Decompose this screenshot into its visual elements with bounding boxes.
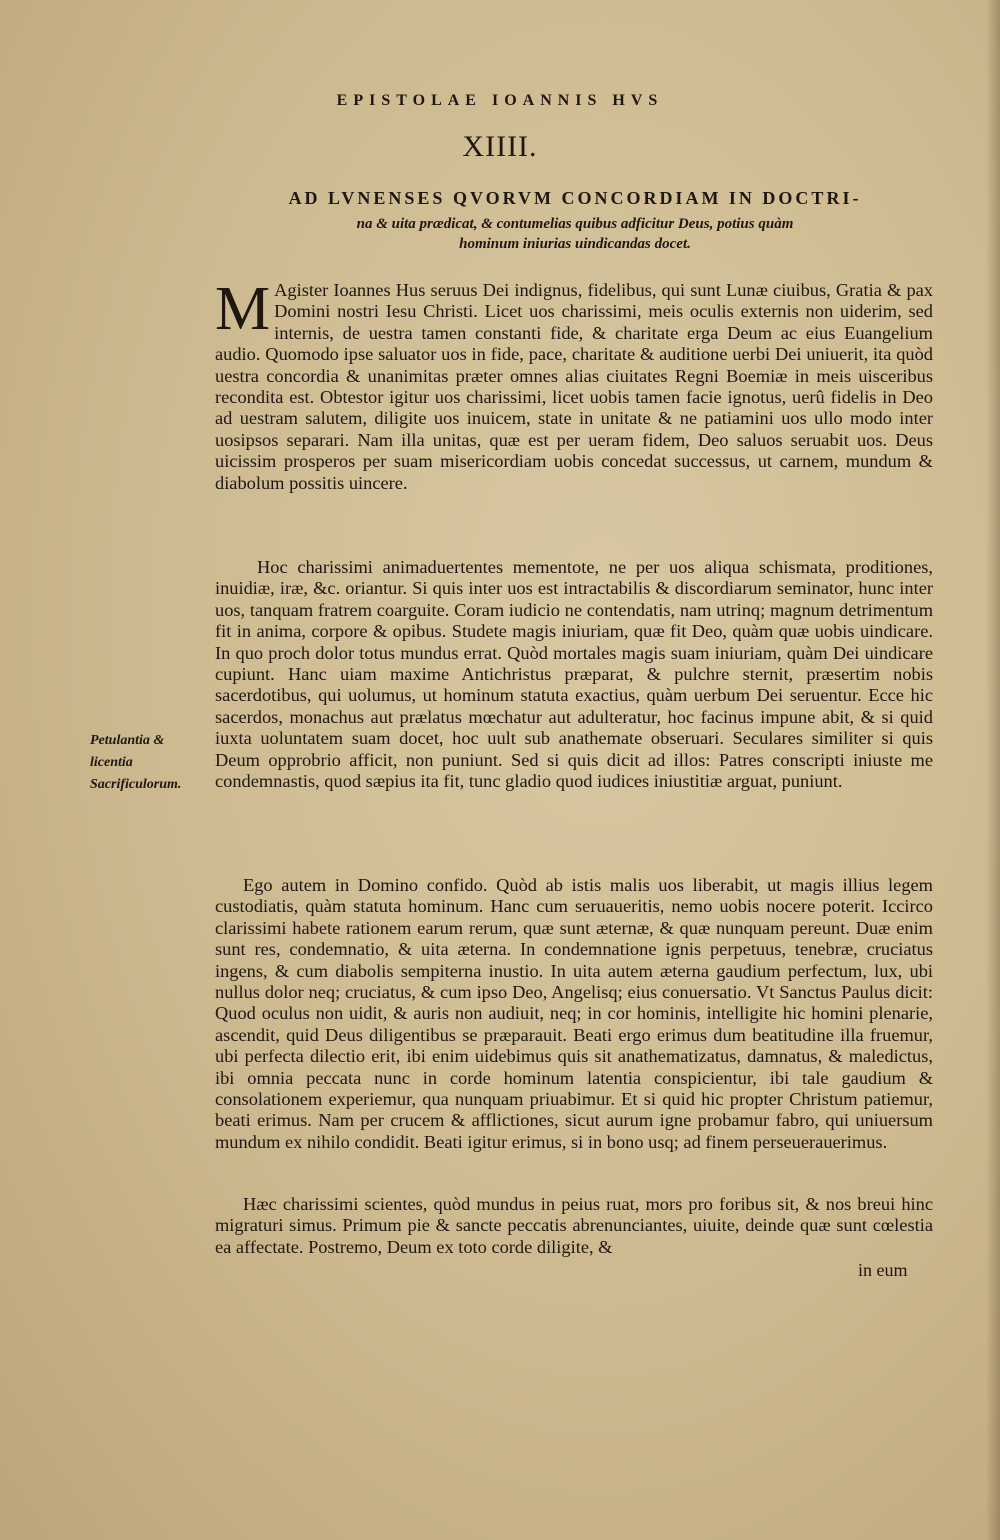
letter-heading: AD LVNENSES QVORVM CONCORDIAM IN DOCTRI- xyxy=(288,188,862,208)
page-edge-shadow xyxy=(986,0,1000,1540)
subheading-line-1: na & uita prædicat, & contumelias quibus adficitur Deus, potius quàm xyxy=(356,216,794,232)
paragraph-3-text: Ego autem in Domino confido. Quòd ab istis malis uos liberabit, ut magis illius legem custodiatis, quàm statuta hominum. Hanc cum seruaueritis, nemo uobis nocere poterit. Iccirco clarissimi habete rationem earum rerum, quæ sunt æternæ, & quæ nunquam pereunt. Duæ enim sunt res, condemnatio, & uita æterna. In condemnatione ignis perpetuus, tenebræ, cruciatus ingens, & cum diabolis sempiterna inustio. In uita autem æterna gaudium perfectum, lux, ubi nullus dolor neq; cruciatus, & cum ipso Deo, Angelisq; eius conuersatio. Vt Sanctus Paulus dicit: Quod oculus non uidit, & auris non audiuit, neq; in cor hominis, intelligite hic homini plenarie, ascendit, quid Deus diligentibus se præparauit. Beati ergo erimus dum beatitudine illa fruemur, ubi perfecta dilectio erit, ibi enim uidebimus quis sit anathematizatus, damnatus, & maledictus, ibi omnia peccata nunc in corde hominum latentia conspicientur, ibi tale gaudium & consolationem experiemur, qua nunquam priuabimur. Et si quid hic propter Christum patiemur, beati erimus. Nam per crucem & afflictiones, sicut aurum igne probamur fabro, qui uniuersum mundum ex nihilo condidit. Beati igitur erimus, si in bono usq; ad finem perseuerauerimus. xyxy=(215,875,933,1152)
drop-cap: M xyxy=(215,275,271,343)
paragraph-3 xyxy=(215,875,933,1153)
paragraph-2 xyxy=(215,557,933,792)
paragraph-2-text: Hoc charissimi animaduertentes mementote, ne per uos aliqua schismata, proditiones, inuidiæ, iræ, &c. oriantur. Si quis inter uos est intractabilis & discordiarum seminator, hunc inter uos, tanquam fratrem coarguite. Coram iudicio ne contendatis, nam utrinq; magnum detrimentum fit in anima, corpore & opibus. Studete magis iniuriam, quæ fit Deo, quàm quæ uobis uindicare. In quo proch dolor totus mundus errat. Quòd mortales magis suam iniuriam, quàm Dei uindicare cupiunt. Hanc uiam maxime Antichristus præparat, & pulchre sternit, præsertim nobis sacerdotibus, qui uolumus, ut hominum statuta exactius, quàm uerbum Dei seruentur. Ecce hic sacerdos, monachus aut prælatus mœchatur aut adulteratur, hoc facinus impune abit, & si quid iuxta uoluntatem suam docet, hoc uult sub anathemate obseruari. Seculares similiter si quis Deum opprobrio afficit, non puniunt. Sed si quis dicit ad illos: Patres conscripti iniuste me condemnastis, quod sæpius ita fit, tunc gladio quod iudices iniustitiæ arguat, puniunt. xyxy=(215,557,933,792)
paragraph-4 xyxy=(215,1194,933,1258)
running-head: EPISTOLAE IOANNIS HVS xyxy=(336,92,664,109)
subheading-line-2: hominum iniurias uindicandas docet. xyxy=(459,236,691,252)
paragraph-1 xyxy=(215,275,933,494)
paragraph-4-text: Hæc charissimi scientes, quòd mundus in peius ruat, mors pro foribus sit, & nos breui hinc migraturi simus. Primum pie & sancte peccatis abrenunciantes, uiuite, deinde quæ sunt cœlestia ea affectate. Postremo, Deum ex toto corde diligite, & xyxy=(215,1194,933,1257)
letter-subheading xyxy=(215,214,935,254)
paragraph-1-text: Agister Ioannes Hus seruus Dei indignus, fidelibus, qui sunt Lunæ ciuibus, Gratia & pax Domini nostri Iesu Christi. Licet uos charissimi, meis oculis externis non uiderim, sed internis, de uestra tamen constanti fide, & charitate erga Deum ac eius Euangelium audio. Quomodo ipse saluator uos in fide, pace, charitate & auditione uerbi Dei uniuerit, ita quòd uestra concordia & unanimitas præter omnes alias ciuitates Regni Boemiæ in meis uisceribus recondita est. Obtestor igitur uos charissimi, licet uobis tamen facie ignotus, uerû fidelis in Deo ad uestram salutem, diligite uos inuicem, state in unitate & ne patiamini uos ullo modo inter uosipsos separari. Nam illa unitas, quæ est per ueram fidem, Deo saluos seruabit uos. Deus uicissim prosperos per suam misericordiam uobis concedat successus, ut carnem, mundum & diabolum possitis uincere. xyxy=(215,280,933,493)
marginal-note: Petulantia & licentia Sacrificulorum. xyxy=(90,733,182,792)
catchword: in eum xyxy=(858,1260,908,1280)
letter-number: XIIII. xyxy=(462,130,538,163)
